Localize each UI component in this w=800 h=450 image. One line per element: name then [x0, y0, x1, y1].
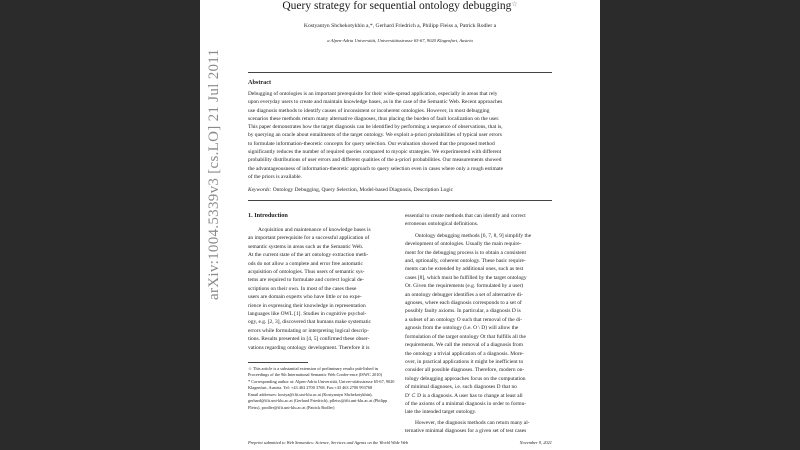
text-line: semantic systems in areas such as the Semantic Web.: [248, 243, 364, 250]
text-line: essential to create methods that can identify and correct: [405, 213, 526, 219]
text-line: ternative minimal diagnoses for a given set of test cases: [405, 428, 527, 435]
text-line: users are domain experts who have little or no expe-: [248, 294, 362, 301]
abstract-line: This paper demonstrates how the target diagnosis can be identified by performing a sequence of observations, that is,: [248, 124, 503, 131]
text-line: Acquisition and maintenance of knowledge bases is: [258, 227, 371, 233]
text-line: However, the diagnosis methods can return many al-: [415, 419, 530, 426]
text-line: tology debugging approaches focus on the computation: [405, 375, 526, 382]
viewer-left-margin: [0, 0, 200, 450]
text-line: acquisition of ontologies. Thus users of semantic sys-: [248, 269, 365, 276]
abstract-top-rule: [248, 72, 552, 73]
text-line: Ot. Given the requirements (e.g. formulated by a user): [405, 283, 524, 290]
keywords-label: Keywords:: [248, 187, 272, 193]
footer-venue: Preprint submitted to Web Semantics: Science, Services and Agents on the World Wide Web: [248, 440, 409, 445]
text-line: of the axioms of a minimal diagnosis in order to formu-: [405, 400, 527, 407]
text-line: agnosis from the ontology (i.e. O \ D) will allow the: [405, 325, 519, 332]
paper-title: [230, 0, 570, 12]
footnote-rule: [248, 362, 308, 363]
text-line: tions. Results presented in [4, 5] confirmed these obser-: [248, 336, 370, 343]
text-line: and, optionally, coherent ontology. These basic require-: [405, 258, 526, 265]
text-line: formulation of the target ontology Ot that fulfills all the: [405, 333, 526, 340]
section-heading-introduction: 1. Introduction: [248, 212, 288, 219]
keywords: [248, 187, 552, 193]
page-footer: [248, 440, 552, 445]
text-line: development of ontologies. Usually the main require-: [405, 241, 522, 248]
text-line: requirements. We call the removal of a diagnosis from: [405, 342, 523, 349]
text-line: agnoses, where each diagnosis corresponds to a set of: [405, 300, 522, 307]
text-line: erroneous ontological definitions.: [405, 221, 479, 228]
intro-right-column: [405, 212, 552, 436]
abstract-line: probability distributions of user errors and different qualities of the a-priori probabilities. Our measurements showed: [248, 157, 502, 164]
footnotes: [248, 366, 395, 412]
footer-date: November 9, 2021: [519, 440, 552, 445]
text-line: ogy, e.g. [2, 3], discovered that humans make systematic: [248, 319, 372, 326]
text-line: languages like OWL [1]. Studies in cognitive psychol-: [248, 311, 367, 318]
abstract-line: significantly reduces the number of required queries compared to myopic strategies. We experimented with different: [248, 149, 502, 156]
text-line: Ontology debugging methods [6, 7, 8, 9] simplify the: [415, 232, 532, 239]
arxiv-stamp: arXiv:1004.5339v3 [cs.LO] 21 Jul 2011: [206, 48, 222, 300]
abstract-heading: Abstract: [248, 79, 272, 86]
text-line: an important prerequisite for a successful application of: [248, 235, 370, 242]
keywords-text: Ontology Debugging, Query Selection, Model-based Diagnosis, Description Logic: [272, 187, 454, 193]
text-line: late the intended target ontology.: [405, 409, 477, 416]
paper-title-text: Query strategy for sequential ontology debugging: [282, 0, 512, 12]
author-list: Kostyantyn Shchekotykhin a,*, Gerhard Friedrich a, Philipp Fleiss a, Patrick Rodler a: [303, 23, 497, 29]
abstract-line: Debugging of ontologies is an important prerequisite for their wide-spread application, especially in areas that rely: [248, 91, 498, 97]
abstract-line: upon everyday users to create and maintain knowledge bases, as in the case of the Semantic Web. Recent approaches: [248, 99, 503, 106]
paper-page: [200, 0, 600, 450]
text-line: tems are required to formulate and correct logical de-: [248, 277, 364, 284]
text-line: consider all possible diagnoses. Therefore, modern on-: [405, 367, 525, 374]
abstract-body: [248, 90, 552, 181]
text-line: scriptions on their own. In most of the cases these: [248, 285, 357, 292]
footnote-title: ☆ This article is a substantial extension of preliminary results pub-lished in Proceedings of the 9th International Semantic Web Confer-ence (ISWC 2010): [248, 366, 382, 378]
abstract-line: to formulate information-theoretic concepts for query selection. Our evaluation showed that the proposed method: [248, 140, 495, 147]
footnote-emails: Email addresses: kostya@ifit.uni-klu.ac.at (Kostyantyn Shchekotykhin), gerhard@ifit.uni-klu.ac.at (Gerhard Friedrich), pfleiss@ifit.uni-klu.ac.at (Philipp Fleiss), prodler@ifit.uni-klu.ac.at (Patrick Rodler): [248, 392, 388, 410]
abstract-line: by querying an oracle about entailments of the target ontology. We exploit a-priori probabilities of typical user errors: [248, 132, 502, 139]
text-line: the ontology a trivial application of a diagnosis. More-: [405, 350, 524, 357]
abstract-line: use diagnosis methods to identify causes of inconsistent or incoherent ontologies. However, in most debugging: [248, 107, 490, 114]
intro-left-column: [248, 226, 395, 352]
abstract-bottom-rule: [248, 200, 552, 201]
footnote-corresponding: * Corresponding author at: Alpen-Adria Universität, Univer-sitätsstrasse 65-67, 9020 Klagenfurt, Austria. Tel: +43 463 2700 3768. Fax:+43 463 2700 993768: [248, 379, 395, 391]
text-line: a subset of an ontology O such that removal of the di-: [405, 316, 523, 323]
affiliation: a Alpen-Adria Universität, Universitätsstrasse 65-67, 9020 Klagenfurt, Austria: [327, 38, 473, 43]
viewer-right-margin: [600, 0, 800, 450]
abstract-line: scenarios these methods return many alternative diagnoses, thus placing the burden of fault localization on the user.: [248, 115, 500, 122]
abstract-line: the advantageousness of information-theoretic approach to query selection even in cases where only a rough estimate: [248, 165, 504, 172]
text-line: ments can be extended by additional ones, such as test: [405, 266, 524, 273]
text-line: ods do not allow a complete and error free automatic: [248, 260, 363, 267]
text-line: cases [8], which must be fulfilled by the target ontology: [405, 274, 527, 281]
text-line: vations regarding ontology development. Therefore it is: [248, 344, 370, 351]
text-line: D' ⊂ D is a diagnosis. A user has to change at least all: [405, 392, 523, 399]
text-line: rience in expressing their knowledge in representation: [248, 302, 366, 309]
text-line: errors while formulating or interpreting logical descrip-: [248, 327, 369, 334]
text-line: over, in practical applications it might be inefficient to: [405, 358, 524, 365]
text-line: an ontology debugger identifies a set of alternative di-: [405, 291, 523, 298]
title-footnote-mark: ☆: [511, 0, 518, 8]
text-line: possibly faulty axioms. In particular, a diagnosis D is: [405, 308, 521, 315]
text-line: At the current state of the art ontology extraction meth-: [248, 252, 369, 259]
text-line: ment for the debugging process is to obtain a consistent: [405, 249, 526, 256]
text-line: of minimal diagnoses, i.e. such diagnoses D that no: [405, 384, 517, 391]
abstract-line: of the priors is available.: [248, 173, 302, 180]
